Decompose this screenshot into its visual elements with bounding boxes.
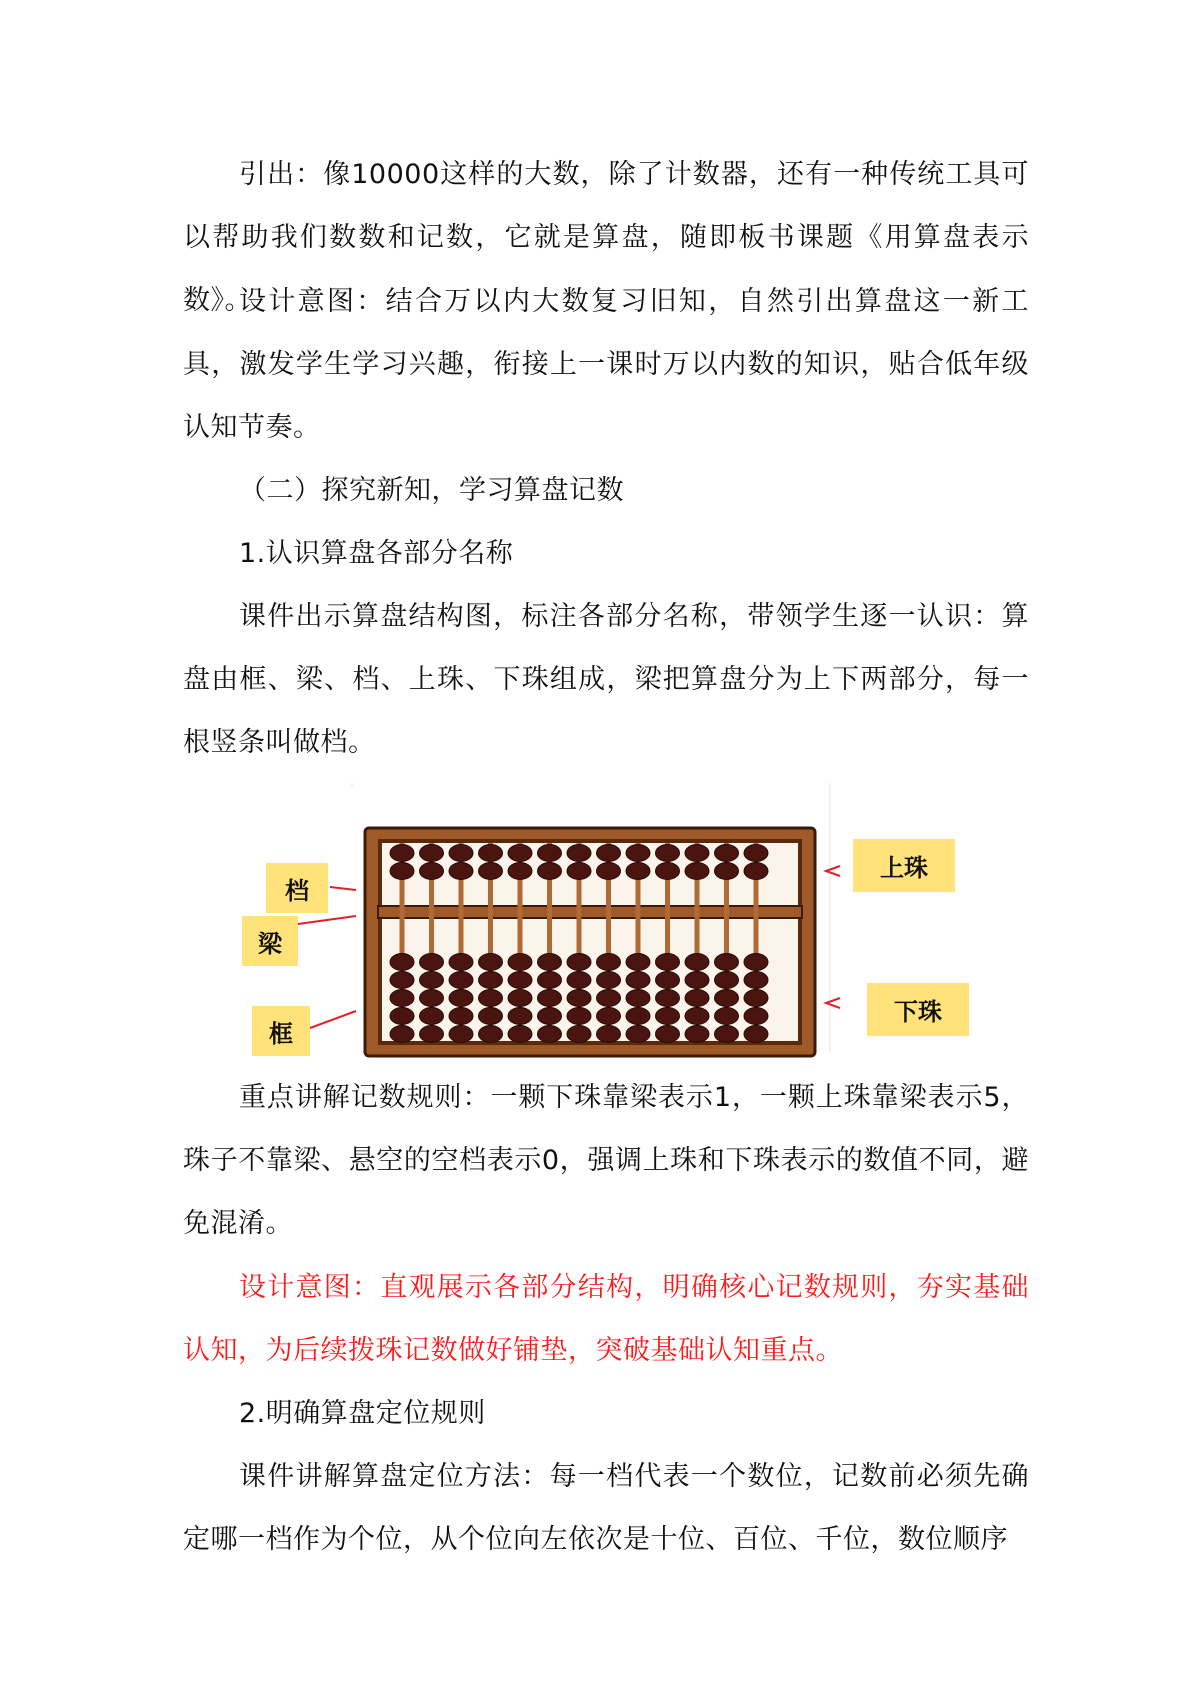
pointer-dang <box>330 887 356 890</box>
upper-bead <box>420 845 444 862</box>
lower-bead <box>626 954 650 971</box>
lower-bead <box>715 1008 739 1025</box>
lower-bead <box>597 990 621 1007</box>
upper-bead <box>685 845 709 862</box>
upper-bead <box>390 863 414 880</box>
lower-bead <box>626 990 650 1007</box>
lower-bead <box>508 990 532 1007</box>
lower-bead <box>420 1026 444 1043</box>
lower-bead <box>508 1008 532 1025</box>
lower-bead <box>390 954 414 971</box>
lower-bead <box>597 954 621 971</box>
lower-bead <box>715 1026 739 1043</box>
paragraph-counting-rules: 重点讲解记数规则：一颗下珠靠梁表示1，一颗上珠靠梁表示5，珠子不靠梁、悬空的空档表示0，强调上珠和下珠表示的数值不同，避免混淆。 <box>183 1082 1029 1239</box>
upper-bead <box>390 845 414 862</box>
lower-bead <box>420 972 444 989</box>
lower-bead <box>390 1026 414 1043</box>
lower-bead <box>538 990 562 1007</box>
paragraph-abacus-structure: 课件出示算盘结构图，标注各部分名称，带领学生逐一认识：算盘由框、梁、档、上珠、下珠组成，梁把算盘分为上下两部分，每一根竖条叫做档。 <box>183 601 1029 758</box>
upper-bead <box>538 863 562 880</box>
upper-bead <box>449 863 473 880</box>
upper-bead <box>479 863 503 880</box>
lower-bead <box>685 990 709 1007</box>
lower-bead <box>715 990 739 1007</box>
lower-bead <box>567 990 591 1007</box>
lower-bead <box>508 1026 532 1043</box>
upper-bead <box>656 845 680 862</box>
lower-bead <box>567 972 591 989</box>
lower-bead <box>420 990 444 1007</box>
lower-bead <box>538 972 562 989</box>
lower-bead <box>538 1026 562 1043</box>
label-kuang: 框 <box>252 1006 310 1056</box>
upper-bead <box>715 863 739 880</box>
upper-bead <box>744 845 768 862</box>
upper-bead <box>715 845 739 862</box>
lower-bead <box>479 1026 503 1043</box>
paragraph-design-intent-1: 设计意图：结合万以内大数复习旧知，自然引出算盘这一新工具，激发学生学习兴趣，衔接上一课时万以内数的知识，贴合低年级认知节奏。 <box>183 286 1029 443</box>
upper-bead <box>449 845 473 862</box>
upper-bead <box>567 863 591 880</box>
lower-bead <box>685 972 709 989</box>
upper-bead <box>744 863 768 880</box>
section-heading-explore: （二）探究新知，学习算盘记数 <box>239 475 624 506</box>
lower-bead <box>420 1008 444 1025</box>
lower-bead <box>508 972 532 989</box>
lower-bead <box>449 1026 473 1043</box>
lower-bead <box>479 990 503 1007</box>
pointer-xiazhu <box>826 998 840 1008</box>
lower-bead <box>656 990 680 1007</box>
lower-bead <box>626 1026 650 1043</box>
lower-bead <box>744 1008 768 1025</box>
lower-bead <box>597 1026 621 1043</box>
upper-bead <box>508 863 532 880</box>
abacus-illustration <box>230 783 970 1063</box>
paragraph-introduction: 引出：像10000这样的大数，除了计数器，还有一种传统工具可以帮助我们数数和记数，它就是算盘，随即板书课题《用算盘表示数》。 <box>183 159 1029 316</box>
abacus-structure-figure <box>230 783 970 1063</box>
lower-bead <box>656 1026 680 1043</box>
upper-bead <box>479 845 503 862</box>
paragraph-design-intent-2: 设计意图：直观展示各部分结构，明确核心记数规则，夯实基础认知，为后续拨珠记数做好铺垫，突破基础认知重点。 <box>183 1272 1029 1366</box>
lower-bead <box>715 972 739 989</box>
pointer-shangzhu <box>826 866 840 876</box>
abacus-beam <box>378 906 802 918</box>
subheading-positioning-rules: 2.明确算盘定位规则 <box>239 1398 486 1429</box>
lower-bead <box>449 954 473 971</box>
lower-bead <box>390 972 414 989</box>
lower-bead <box>449 990 473 1007</box>
lower-bead <box>597 972 621 989</box>
lower-bead <box>390 990 414 1007</box>
label-liang: 梁 <box>242 916 298 966</box>
lower-bead <box>656 972 680 989</box>
lower-bead <box>744 954 768 971</box>
upper-bead <box>567 845 591 862</box>
label-xiazhu: 下珠 <box>867 983 969 1036</box>
lower-bead <box>685 954 709 971</box>
lower-bead <box>626 1008 650 1025</box>
lower-bead <box>715 954 739 971</box>
lower-bead <box>656 1008 680 1025</box>
label-shangzhu: 上珠 <box>853 839 955 892</box>
upper-bead <box>508 845 532 862</box>
upper-bead <box>538 845 562 862</box>
upper-bead <box>626 845 650 862</box>
upper-bead <box>656 863 680 880</box>
lower-bead <box>390 1008 414 1025</box>
lower-bead <box>567 1026 591 1043</box>
lower-bead <box>744 990 768 1007</box>
lower-bead <box>538 954 562 971</box>
lower-bead <box>479 972 503 989</box>
subheading-abacus-parts: 1.认识算盘各部分名称 <box>239 538 514 569</box>
lower-bead <box>656 954 680 971</box>
lower-bead <box>449 1008 473 1025</box>
lower-bead <box>508 954 532 971</box>
paragraph-positioning-method: 课件讲解算盘定位方法：每一档代表一个数位，记数前必须先确定哪一档作为个位，从个位向左依次是十位、百位、千位，数位顺序 <box>183 1461 1029 1555</box>
lower-bead <box>538 1008 562 1025</box>
lower-bead <box>744 972 768 989</box>
lower-bead <box>744 1026 768 1043</box>
upper-bead <box>597 863 621 880</box>
upper-bead <box>597 845 621 862</box>
upper-bead <box>685 863 709 880</box>
lower-bead <box>597 1008 621 1025</box>
lower-bead <box>685 1026 709 1043</box>
lower-bead <box>420 954 444 971</box>
upper-bead <box>420 863 444 880</box>
lower-bead <box>449 972 473 989</box>
lower-bead <box>479 1008 503 1025</box>
pointer-kuang <box>310 1011 356 1028</box>
label-dang: 档 <box>266 863 328 913</box>
lower-bead <box>479 954 503 971</box>
lower-bead <box>685 1008 709 1025</box>
lower-bead <box>567 954 591 971</box>
lower-bead <box>567 1008 591 1025</box>
lower-bead <box>626 972 650 989</box>
upper-bead <box>626 863 650 880</box>
pointer-liang <box>298 916 356 924</box>
